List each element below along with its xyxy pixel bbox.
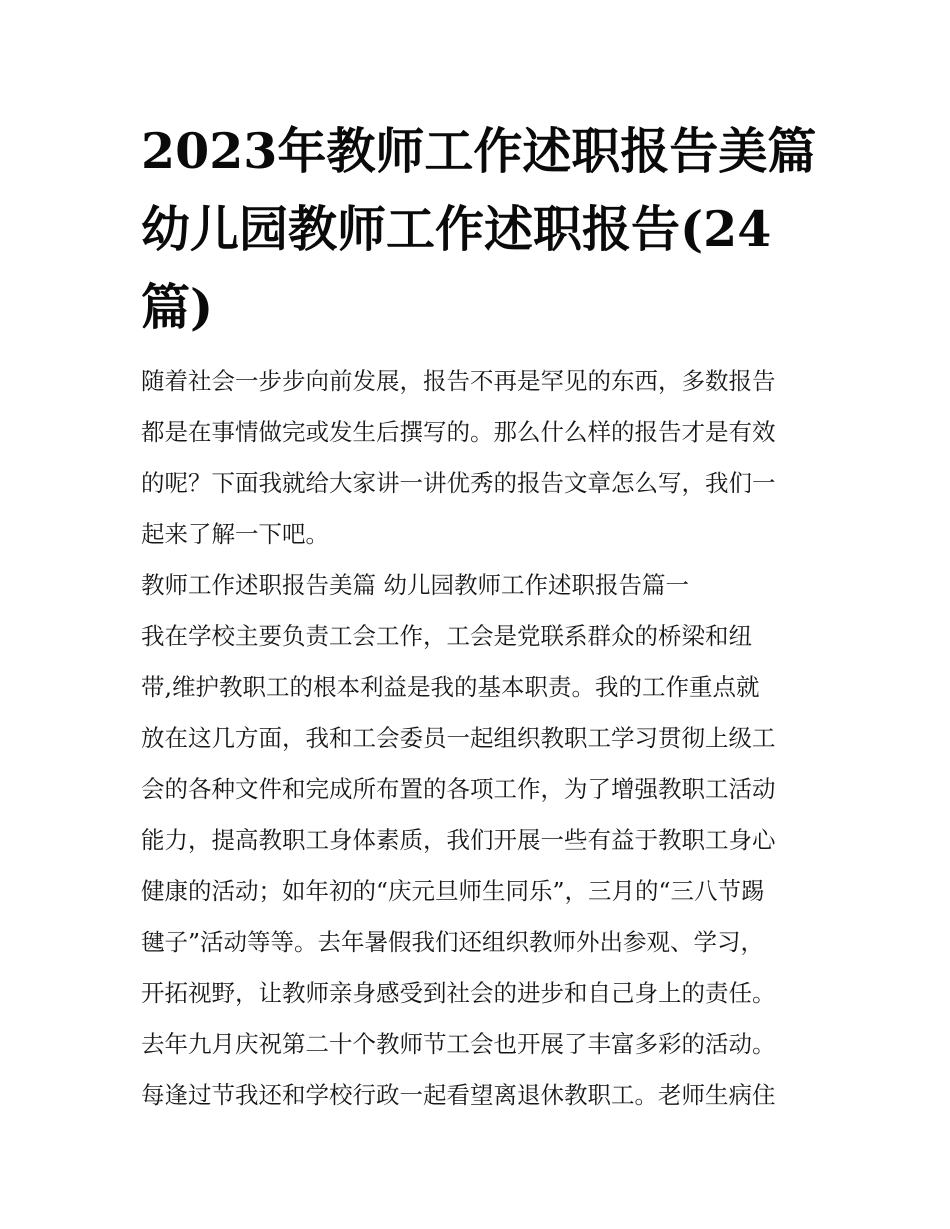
body-line: 起来了解一下吧。 xyxy=(141,520,329,548)
title-line-1: 2023年教师工作述职报告美篇 xyxy=(141,122,817,180)
document-title xyxy=(141,112,821,346)
title-line-3: 篇) xyxy=(141,278,214,336)
body-line: 带,维护教职工的根本利益是我的基本职责。我的工作重点就 xyxy=(141,673,760,701)
body-line: 的呢？下面我就给大家讲一讲优秀的报告文章怎么写，我们一 xyxy=(141,469,776,497)
body-line: 去年九月庆祝第二十个教师节工会也开展了丰富多彩的活动。 xyxy=(141,1030,776,1058)
body-line: 我在学校主要负责工会工作，工会是党联系群众的桥梁和纽 xyxy=(141,622,752,650)
body-line: 健康的活动；如年初的“庆元旦师生同乐”，三月的“三八节踢 xyxy=(141,877,765,905)
title-line-2: 幼儿园教师工作述职报告(24 xyxy=(141,200,772,258)
body-line: 随着社会一步步向前发展，报告不再是罕见的东西，多数报告 xyxy=(141,367,776,395)
section-heading: 教师工作述职报告美篇 幼儿园教师工作述职报告篇一 xyxy=(141,571,689,599)
document-content xyxy=(141,112,821,1121)
body-line: 每逢过节我还和学校行政一起看望离退休教职工。老师生病住 xyxy=(141,1081,776,1109)
body-line: 毽子”活动等等。去年暑假我们还组织教师外出参观、学习， xyxy=(141,928,765,956)
body-line: 放在这几方面，我和工会委员一起组织教职工学习贯彻上级工 xyxy=(141,724,776,752)
document-body xyxy=(141,356,821,1121)
body-line: 开拓视野，让教师亲身感受到社会的进步和自己身上的责任。 xyxy=(141,979,776,1007)
body-line: 能力，提高教职工身体素质，我们开展一些有益于教职工身心 xyxy=(141,826,776,854)
body-line: 会的各种文件和完成所布置的各项工作，为了增强教职工活动 xyxy=(141,775,776,803)
body-line: 都是在事情做完或发生后撰写的。那么什么样的报告才是有效 xyxy=(141,418,776,446)
